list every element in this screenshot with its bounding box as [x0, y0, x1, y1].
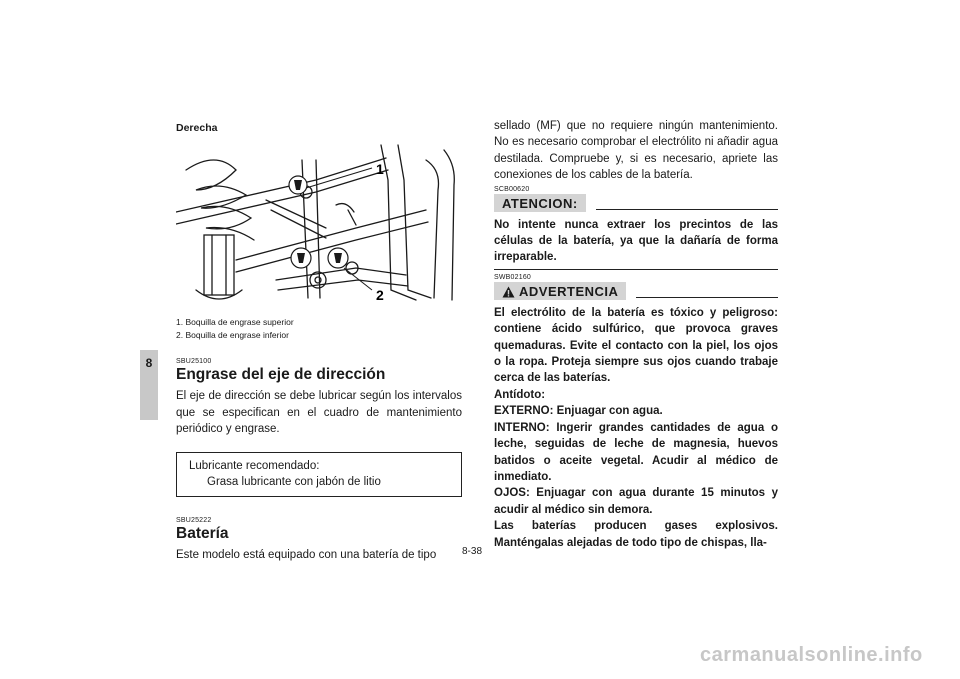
lubricant-box: [176, 452, 462, 497]
lubricant-label: Lubricante recomendado:: [189, 459, 320, 472]
page-number: 8-38: [462, 546, 483, 557]
warning-code: SWB02160: [494, 273, 532, 281]
warning-paragraph: El electrólito de la batería es tóxico y peligroso: contiene ácido sulfúrico, que provoca graves quemaduras. Evite el contacto con la piel, los ojos o la ropa. Proteja siempre sus ojos cuando trabaje cerca de las baterías.: [494, 306, 778, 385]
caution-text: No intente nunca extraer los precintos de las células de la batería, ya que la dañaría de forma irreparable.: [494, 218, 778, 264]
caution-code: SCB00620: [494, 185, 530, 193]
warning-paragraph: INTERNO: Ingerir grandes cantidades de agua o leche, seguidas de leche de magnesia, huevos batidos o aceite vegetal. Acudir al médico de inmediato.: [494, 421, 778, 483]
suspension-drawing: [176, 140, 462, 308]
warning-paragraph: EXTERNO: Enjuagar con agua.: [494, 405, 663, 418]
divider: [494, 269, 778, 270]
grease-symbol-upper: [289, 176, 307, 194]
section-code: SBU25222: [176, 516, 212, 524]
battery-body-continued: sellado (MF) que no requiere ningún mantenimiento. No es necesario comprobar el electrólito ni añadir agua destilada. Compruebe y, si es necesario, apriete las conexiones de los cables de la batería.: [494, 120, 778, 182]
section-tab: [140, 350, 158, 420]
figure-legend: [176, 316, 462, 342]
left-column: [176, 118, 462, 563]
legend-item: 1. Boquilla de engrase superior: [176, 317, 294, 327]
lubricant-value: Grasa lubricante con jabón de litio: [207, 475, 381, 488]
warning-label-box: [494, 282, 626, 300]
section-code: SBU25100: [176, 358, 212, 365]
section-body: Este modelo está equipado con una batería de tipo: [176, 548, 437, 561]
figure-heading: Derecha: [176, 122, 218, 134]
section-title: Batería: [176, 524, 229, 542]
legend-item: 2. Boquilla de engrase inferior: [176, 330, 289, 340]
caution-label: ATENCION:: [494, 194, 586, 212]
watermark: carmanualsonline.info: [700, 644, 923, 666]
callout-2: 2: [376, 287, 384, 303]
grease-symbol-lower-right: [328, 248, 348, 268]
warning-paragraph: Las baterías producen gases explosivos. Manténgalas alejadas de todo tipo de chispas, lla-: [494, 520, 778, 549]
warning-paragraph: Antídoto:: [494, 388, 546, 401]
section-body: El eje de dirección se debe lubricar según los intervalos que se especifican en el cuadro de mantenimiento periódico y engrase.: [176, 390, 462, 435]
section-tab-number: 8: [145, 356, 153, 370]
section-title: Engrase del eje de dirección: [176, 366, 386, 383]
right-column: [494, 118, 778, 551]
warning-header: [494, 282, 778, 300]
callout-1: 1: [376, 161, 384, 177]
warning-triangle-icon: [502, 286, 515, 298]
warning-paragraph: OJOS: Enjuagar con agua durante 15 minutos y acudir al médico sin demora.: [494, 487, 778, 516]
warning-label: ADVERTENCIA: [519, 283, 619, 299]
grease-fitting-illustration: [176, 140, 462, 308]
caution-header: [494, 194, 778, 212]
divider: [596, 208, 778, 210]
grease-symbol-lower-left: [291, 248, 311, 268]
divider: [636, 296, 778, 298]
